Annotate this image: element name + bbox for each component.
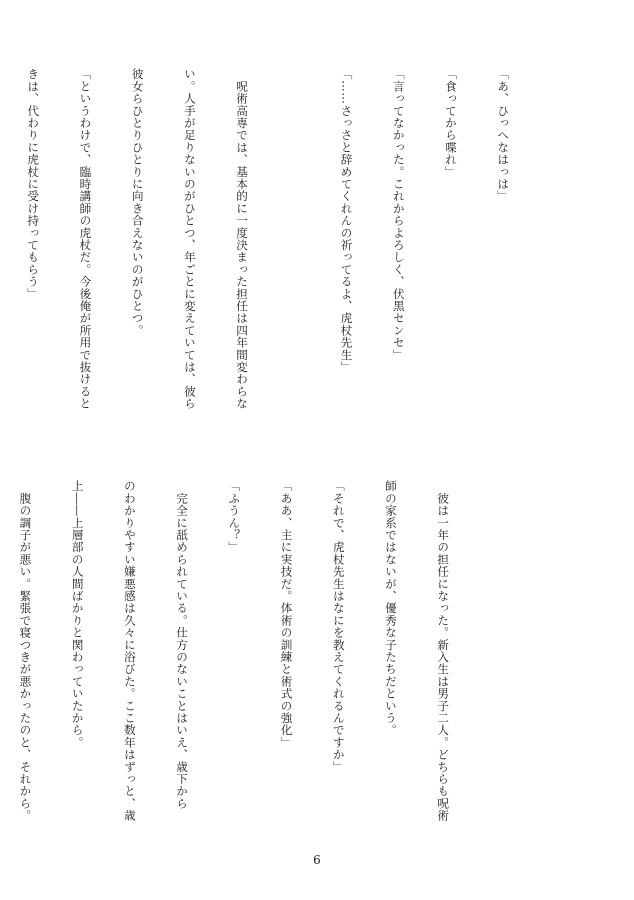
text-line: きは、代わりに虎杖に受け持ってもらう」 [26, 68, 41, 300]
text-line: 上――上層部の人間ばかりと関わっていたから。 [70, 480, 85, 749]
text-line: い。人手が足りないのがひとつ、年ごとに変えていては、彼ら [182, 68, 197, 410]
text-line: 「言ってなかった。これからよろしく、伏黒センセ」 [391, 68, 406, 361]
text-line: のわかりやすい嫌悪感は久々に浴びた。ここ数年はずっと、歳 [122, 480, 137, 822]
text-line: 呪術高専では、基本的に一度決まった担任は四年間変わらな [235, 68, 250, 410]
text-line: 腹の調子が悪い。緊張で寝つきが悪かったのと、それから。 [18, 480, 33, 822]
text-line: 「というわけで、臨時講師の虎杖だ。今後俺が所用で抜けると [78, 68, 93, 410]
text-line: 完全に舐められている。仕方のないことはいえ、歳下から [175, 480, 190, 810]
upper-text-block [26, 68, 546, 433]
text-line: 「ああ、主に実技だ。体術の訓練と術式の強化」 [279, 480, 294, 749]
text-line: 「あ、ひっへなはっは」 [496, 68, 511, 203]
text-line: 師の家系ではないが、優秀な子たちだという。 [383, 480, 398, 737]
page-number: 6 [313, 853, 321, 867]
text-line: 「……さっさと辞めてくれんの祈ってるよ、虎杖先生」 [339, 68, 354, 373]
text-line: 「食ってから喋れ」 [443, 68, 458, 178]
text-line: 彼女らひとりひとりに向き合えないのがひとつ。 [130, 68, 145, 337]
text-line: 「ふうん？」 [227, 480, 242, 554]
lower-text-block [18, 480, 486, 845]
text-line: 「それで、虎杖先生はなにを教えてくれるんですか」 [331, 480, 346, 773]
blank-line [285, 68, 302, 433]
text-line: 彼は一年の担任になった。新入生は男子二人。どちらも呪術 [436, 480, 451, 822]
